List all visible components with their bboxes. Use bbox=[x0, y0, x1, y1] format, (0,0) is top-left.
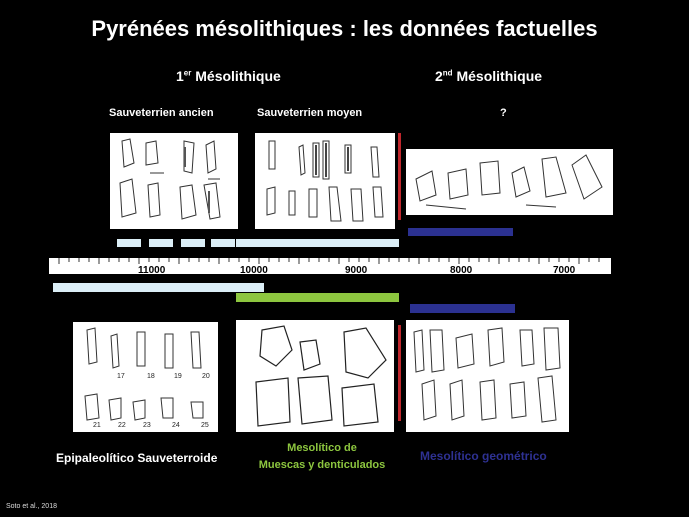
period-1-header bbox=[176, 68, 281, 84]
lithic-drawings bbox=[110, 133, 238, 229]
lithic-drawings bbox=[73, 322, 218, 432]
bar-top-light-blue-3 bbox=[181, 239, 205, 247]
photo-number-18: 18 bbox=[147, 373, 155, 380]
lithic-drawings bbox=[406, 149, 613, 215]
red-divider-bottom bbox=[398, 325, 401, 421]
lithic-drawings bbox=[406, 320, 569, 432]
period-1-num: 1 bbox=[176, 68, 184, 84]
timeline-axis bbox=[49, 258, 611, 274]
bar-top-light-blue-1 bbox=[117, 239, 141, 247]
photo-number-21: 21 bbox=[93, 422, 101, 429]
photo-number-19: 19 bbox=[174, 373, 182, 380]
timeline-tick-10000: 10000 bbox=[240, 265, 268, 276]
bar-top-dark-blue bbox=[408, 228, 513, 236]
phase-bottom-muescas-line1: Mesolítico de bbox=[287, 442, 357, 454]
photo-number-22: 22 bbox=[118, 422, 126, 429]
bar-top-light-blue-2 bbox=[149, 239, 173, 247]
phase-bottom-geometrico: Mesolítico geométrico bbox=[420, 449, 547, 463]
photo-number-25: 25 bbox=[201, 422, 209, 429]
phase-top-sauveterrien-ancien: Sauveterrien ancien bbox=[109, 107, 214, 119]
photo-number-24: 24 bbox=[172, 422, 180, 429]
artifact-image-unknown bbox=[406, 149, 613, 215]
artifact-image-sauveterrien-ancien bbox=[110, 133, 238, 229]
photo-number-23: 23 bbox=[143, 422, 151, 429]
artifact-image-muescas bbox=[236, 320, 394, 432]
artifact-image-epipaleolitico bbox=[73, 322, 218, 432]
period-1-sup: er bbox=[183, 68, 192, 78]
slide-title: Pyrénées mésolithiques : les données factuelles bbox=[91, 16, 598, 41]
timeline-ticks-svg bbox=[49, 258, 611, 274]
period-2-num: 2 bbox=[435, 68, 443, 84]
timeline-tick-8000: 8000 bbox=[450, 265, 473, 276]
bar-top-light-blue-4 bbox=[211, 239, 235, 247]
period-2-sup: nd bbox=[442, 68, 453, 78]
photo-number-20: 20 bbox=[202, 373, 210, 380]
source-credit: Soto et al., 2018 bbox=[6, 503, 57, 510]
bar-bottom-dark-blue bbox=[410, 304, 515, 313]
bar-bottom-light-blue bbox=[53, 283, 264, 292]
timeline-tick-7000: 7000 bbox=[553, 265, 576, 276]
phase-top-unknown: ? bbox=[500, 107, 507, 119]
period-2-header bbox=[435, 68, 542, 84]
bar-top-light-blue-5 bbox=[236, 239, 399, 247]
timeline-tick-9000: 9000 bbox=[345, 265, 368, 276]
lithic-drawings bbox=[236, 320, 394, 432]
period-1-label: Mésolithique bbox=[195, 68, 281, 84]
red-divider-top bbox=[398, 133, 401, 220]
lithic-drawings bbox=[255, 133, 395, 229]
artifact-image-geometrico bbox=[406, 320, 569, 432]
photo-number-17: 17 bbox=[117, 373, 125, 380]
phase-top-sauveterrien-moyen: Sauveterrien moyen bbox=[257, 107, 363, 119]
phase-bottom-muescas-line2: Muescas y denticulados bbox=[258, 459, 386, 471]
artifact-image-sauveterrien-moyen bbox=[255, 133, 395, 229]
period-2-label: Mésolithique bbox=[456, 68, 543, 84]
bar-bottom-green bbox=[236, 293, 399, 302]
phase-bottom-epipaleolitico: Epipaleolítico Sauveterroide bbox=[56, 451, 218, 465]
timeline-tick-11000: 11000 bbox=[138, 265, 166, 276]
